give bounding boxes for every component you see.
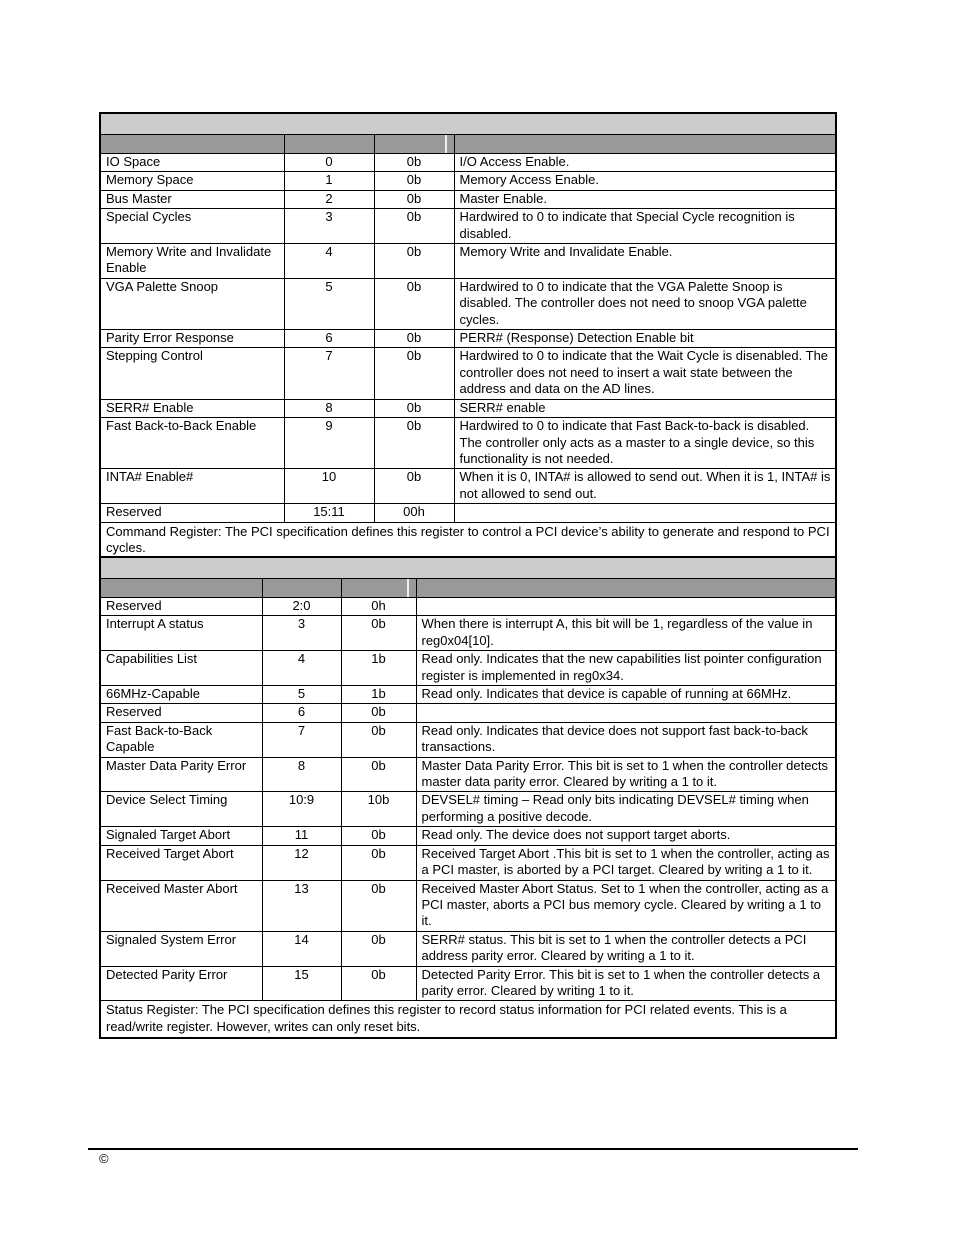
field-name: VGA Palette Snoop xyxy=(100,278,284,329)
field-name: Detected Parity Error xyxy=(100,966,262,1001)
bit-cell: 2 xyxy=(284,190,374,208)
bit-cell: 7 xyxy=(284,348,374,399)
column-header-bit xyxy=(284,135,374,154)
default-cell: 0b xyxy=(374,399,454,417)
description-cell xyxy=(416,598,836,616)
field-name: Interrupt A status xyxy=(100,616,262,651)
table-row xyxy=(100,190,836,208)
table-row xyxy=(100,704,836,722)
table-row xyxy=(100,966,836,1001)
field-name: 66MHz-Capable xyxy=(100,686,262,704)
field-name: IO Space xyxy=(100,154,284,172)
default-cell: 0b xyxy=(341,722,416,757)
table-row xyxy=(100,504,836,522)
table-row xyxy=(100,348,836,399)
default-cell: 0b xyxy=(374,418,454,469)
field-name: Memory Space xyxy=(100,172,284,190)
default-cell: 0b xyxy=(374,172,454,190)
table-row xyxy=(100,616,836,651)
bit-cell: 7 xyxy=(262,722,341,757)
bit-cell: 14 xyxy=(262,931,341,966)
field-name: Reserved xyxy=(100,504,284,522)
bit-cell: 3 xyxy=(262,616,341,651)
table-title-bar xyxy=(100,113,836,135)
default-cell: 0b xyxy=(341,880,416,931)
bit-cell: 13 xyxy=(262,880,341,931)
bit-cell: 0 xyxy=(284,154,374,172)
bit-cell: 5 xyxy=(284,278,374,329)
default-cell: 0b xyxy=(341,757,416,792)
table-row xyxy=(100,931,836,966)
column-header-default xyxy=(374,135,454,154)
description-cell: Master Enable. xyxy=(454,190,836,208)
bit-cell: 3 xyxy=(284,209,374,244)
bit-cell: 1 xyxy=(284,172,374,190)
description-cell: Memory Access Enable. xyxy=(454,172,836,190)
default-cell: 0b xyxy=(374,348,454,399)
table-title-bar xyxy=(100,557,836,579)
default-cell: 0b xyxy=(341,845,416,880)
description-cell: Hardwired to 0 to indicate that the Wait Cycle is disenabled. The controller does not need to insert a wait state between the address and data on the AD lines. xyxy=(454,348,836,399)
field-name: INTA# Enable# xyxy=(100,469,284,504)
column-header-name xyxy=(100,579,262,598)
column-header-bit xyxy=(262,579,341,598)
field-name: Received Target Abort xyxy=(100,845,262,880)
description-cell xyxy=(454,504,836,522)
default-cell: 0b xyxy=(374,154,454,172)
field-name: Stepping Control xyxy=(100,348,284,399)
description-cell: Hardwired to 0 to indicate that Fast Back-to-back is disabled. The controller only acts as a master to a single device, so this functionality is not needed. xyxy=(454,418,836,469)
bit-cell: 10:9 xyxy=(262,792,341,827)
bit-cell: 8 xyxy=(284,399,374,417)
table-row xyxy=(100,880,836,931)
description-cell: Received Target Abort .This bit is set to 1 when the controller, acting as a PCI master, is aborted by a PCI target. Cleared by writing a 1 to it. xyxy=(416,845,836,880)
table-row xyxy=(100,792,836,827)
status-register-table xyxy=(99,556,837,1039)
description-cell: SERR# enable xyxy=(454,399,836,417)
table-row xyxy=(100,172,836,190)
description-cell: Read only. Indicates that device does not support fast back-to-back transactions. xyxy=(416,722,836,757)
description-cell: When it is 0, INTA# is allowed to send out. When it is 1, INTA# is not allowed to send out. xyxy=(454,469,836,504)
bit-cell: 2:0 xyxy=(262,598,341,616)
bit-cell: 9 xyxy=(284,418,374,469)
field-name: Received Master Abort xyxy=(100,880,262,931)
description-cell: Read only. Indicates that the new capabilities list pointer configuration register is implemented in reg0x34. xyxy=(416,651,836,686)
bit-cell: 5 xyxy=(262,686,341,704)
register-summary: Command Register: The PCI specification defines this register to control a PCI device’s ability to generate and respond to PCI cycles. xyxy=(100,522,836,559)
bit-cell: 15:11 xyxy=(284,504,374,522)
table-row xyxy=(100,154,836,172)
field-name: Reserved xyxy=(100,598,262,616)
column-header-description xyxy=(416,579,836,598)
bit-cell: 4 xyxy=(262,651,341,686)
table-footer-row xyxy=(100,522,836,559)
column-header-default xyxy=(341,579,416,598)
default-cell: 1b xyxy=(341,686,416,704)
description-cell: Read only. The device does not support target aborts. xyxy=(416,827,836,845)
default-cell: 0b xyxy=(374,330,454,348)
field-name: Memory Write and Invalidate Enable xyxy=(100,244,284,279)
default-cell: 0b xyxy=(341,931,416,966)
description-cell: Detected Parity Error. This bit is set to 1 when the controller detects a parity error. Cleared by writing 1 to it. xyxy=(416,966,836,1001)
default-cell: 0b xyxy=(374,209,454,244)
table-row xyxy=(100,278,836,329)
copyright-symbol: © xyxy=(99,1151,109,1166)
description-cell xyxy=(416,704,836,722)
command-register-table xyxy=(99,112,837,560)
default-cell: 00h xyxy=(374,504,454,522)
description-cell: Hardwired to 0 to indicate that the VGA Palette Snoop is disabled. The controller does not need to snoop VGA palette cycles. xyxy=(454,278,836,329)
column-header-name xyxy=(100,135,284,154)
default-cell: 0b xyxy=(341,827,416,845)
table-row xyxy=(100,845,836,880)
field-name: Special Cycles xyxy=(100,209,284,244)
default-cell: 0b xyxy=(374,190,454,208)
field-name: SERR# Enable xyxy=(100,399,284,417)
bit-cell: 6 xyxy=(262,704,341,722)
field-name: Master Data Parity Error xyxy=(100,757,262,792)
default-cell: 0b xyxy=(374,244,454,279)
default-cell: 0b xyxy=(341,616,416,651)
description-cell: SERR# status. This bit is set to 1 when the controller detects a PCI address parity error. Cleared by writing a 1 to it. xyxy=(416,931,836,966)
register-summary: Status Register: The PCI specification defines this register to record status information for PCI related events. This is a read/write register. However, writes can only reset bits. xyxy=(100,1001,836,1038)
column-header-row xyxy=(100,579,836,598)
table-row xyxy=(100,330,836,348)
field-name: Reserved xyxy=(100,704,262,722)
footer-divider xyxy=(88,1148,858,1150)
column-header-description xyxy=(454,135,836,154)
description-cell: PERR# (Response) Detection Enable bit xyxy=(454,330,836,348)
table-row xyxy=(100,244,836,279)
table-row xyxy=(100,651,836,686)
default-cell: 0b xyxy=(341,966,416,1001)
description-cell: Hardwired to 0 to indicate that Special Cycle recognition is disabled. xyxy=(454,209,836,244)
bit-cell: 12 xyxy=(262,845,341,880)
default-cell: 10b xyxy=(341,792,416,827)
table-row xyxy=(100,598,836,616)
description-cell: Memory Write and Invalidate Enable. xyxy=(454,244,836,279)
field-name: Signaled System Error xyxy=(100,931,262,966)
description-cell: Read only. Indicates that device is capable of running at 66MHz. xyxy=(416,686,836,704)
field-name: Signaled Target Abort xyxy=(100,827,262,845)
field-name: Parity Error Response xyxy=(100,330,284,348)
table-row xyxy=(100,418,836,469)
description-cell: When there is interrupt A, this bit will be 1, regardless of the value in reg0x04[10]. xyxy=(416,616,836,651)
table-row xyxy=(100,209,836,244)
description-cell: DEVSEL# timing – Read only bits indicating DEVSEL# timing when performing a positive decode. xyxy=(416,792,836,827)
field-name: Device Select Timing xyxy=(100,792,262,827)
field-name: Fast Back-to-Back Capable xyxy=(100,722,262,757)
title-bar-cell xyxy=(100,113,836,135)
default-cell: 0b xyxy=(374,278,454,329)
default-cell: 1b xyxy=(341,651,416,686)
field-name: Fast Back-to-Back Enable xyxy=(100,418,284,469)
title-bar-cell xyxy=(100,557,836,579)
description-cell: I/O Access Enable. xyxy=(454,154,836,172)
table-row xyxy=(100,399,836,417)
bit-cell: 6 xyxy=(284,330,374,348)
description-cell: Received Master Abort Status. Set to 1 when the controller, acting as a PCI master, aborts a PCI bus memory cycle. Cleared by writing a 1 to it. xyxy=(416,880,836,931)
default-cell: 0b xyxy=(374,469,454,504)
default-cell: 0b xyxy=(341,704,416,722)
default-cell: 0h xyxy=(341,598,416,616)
bit-cell: 10 xyxy=(284,469,374,504)
bit-cell: 4 xyxy=(284,244,374,279)
bit-cell: 15 xyxy=(262,966,341,1001)
table-row xyxy=(100,469,836,504)
table-row xyxy=(100,827,836,845)
field-name: Capabilities List xyxy=(100,651,262,686)
description-cell: Master Data Parity Error. This bit is set to 1 when the controller detects master data parity error. Cleared by writing a 1 to it. xyxy=(416,757,836,792)
field-name: Bus Master xyxy=(100,190,284,208)
column-header-row xyxy=(100,135,836,154)
bit-cell: 11 xyxy=(262,827,341,845)
table-row xyxy=(100,757,836,792)
table-row xyxy=(100,722,836,757)
bit-cell: 8 xyxy=(262,757,341,792)
table-row xyxy=(100,686,836,704)
table-footer-row xyxy=(100,1001,836,1038)
